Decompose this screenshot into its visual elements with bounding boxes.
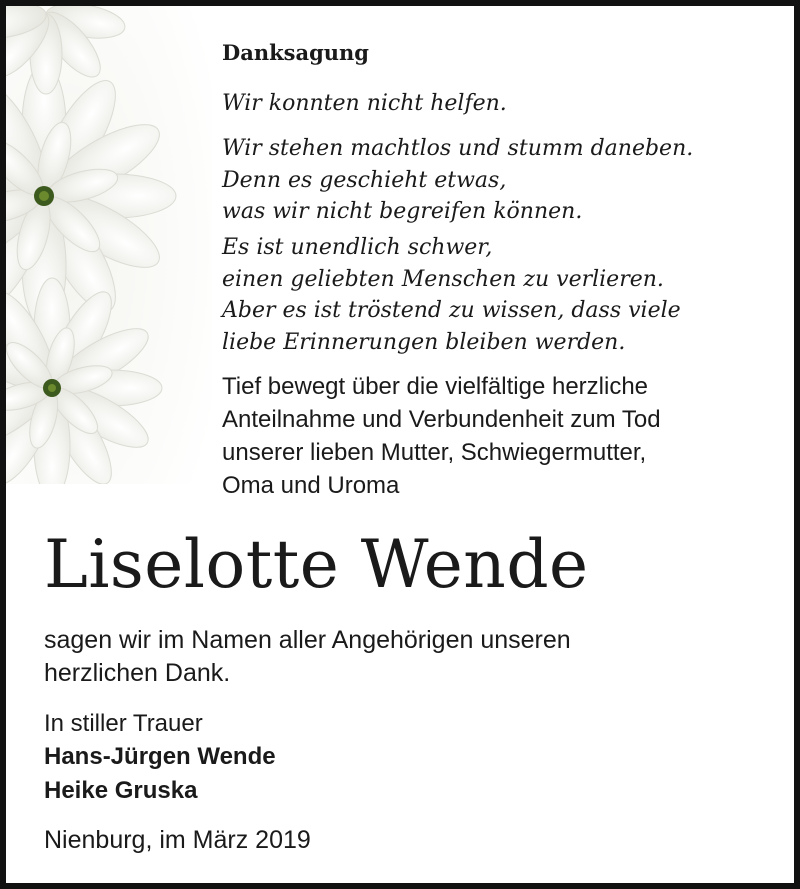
signer-name: Heike Gruska [44,777,198,804]
heading-danksagung: Danksagung [222,40,369,65]
mourning-label: In stiller Trauer [44,710,203,737]
signer-name: Hans-Jürgen Wende [44,743,276,770]
chrysanthemum-image [6,6,212,484]
poem-stanza-1: Wir konnten nicht helfen. [222,91,507,116]
poem-stanza-2: Wir stehen machtlos und stumm daneben. Denn es geschieht etwas, was wir nicht begreifen können. [222,136,694,224]
intro-text: Tief bewegt über die vielfältige herzliche Anteilnahme und Verbundenheit zum Tod unserer lieben Mutter, Schwiegermutter, Oma und Uroma [222,373,661,499]
deceased-name: Liselotte Wende [44,526,589,603]
poem-stanza-3: Es ist unendlich schwer, einen geliebten Menschen zu verlieren. Aber es ist tröstend zu wissen, dass viele liebe Erinnerungen bleiben werden. [222,235,681,355]
thanks-text: sagen wir im Namen aller Angehörigen unseren herzlichen Dank. [44,626,571,687]
place-date: Nienburg, im März 2019 [44,826,311,854]
